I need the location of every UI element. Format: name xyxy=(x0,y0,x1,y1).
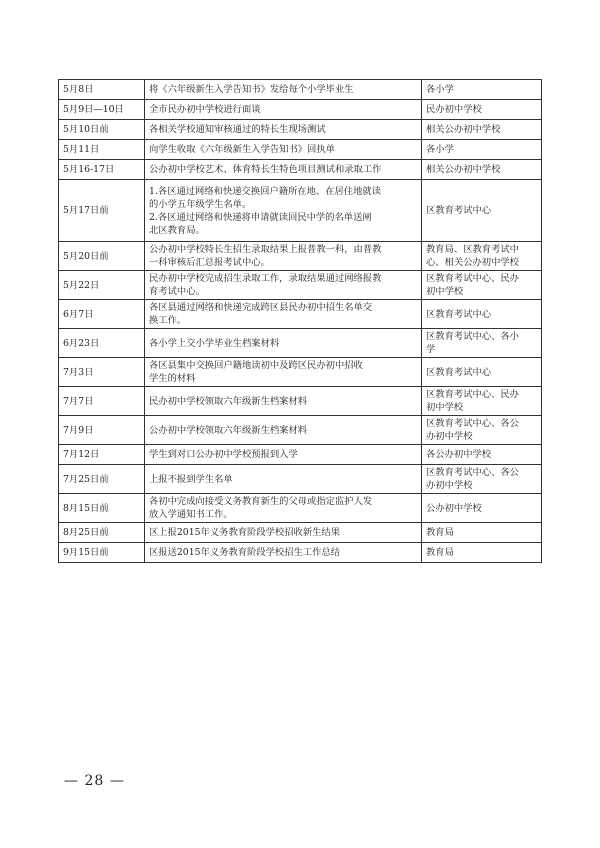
task-cell-line: 将《六年级新生入学告知书》发给每个小学毕业生 xyxy=(149,84,354,95)
owner-cell xyxy=(422,160,542,180)
owner-cell-line: 民办初中学校 xyxy=(426,104,482,115)
owner-cell-line: 学 xyxy=(426,344,436,355)
owner-cell xyxy=(422,140,542,160)
date-cell: 5月22日 xyxy=(59,271,145,300)
owner-cell xyxy=(422,120,542,140)
task-cell xyxy=(145,416,422,445)
table-row xyxy=(59,387,542,416)
task-cell xyxy=(145,543,422,563)
owner-cell xyxy=(422,271,542,300)
task-cell-line: 区上报2015年义务教育阶段学校招收新生结果 xyxy=(149,527,341,538)
task-cell xyxy=(145,140,422,160)
table-row xyxy=(59,100,542,120)
date-cell: 5月20日前 xyxy=(59,242,145,271)
owner-cell xyxy=(422,300,542,329)
owner-cell-line: 心、相关公办初中学校 xyxy=(426,257,519,268)
owner-cell xyxy=(422,494,542,523)
date-cell: 7月7日 xyxy=(59,387,145,416)
date-cell: 5月8日 xyxy=(59,80,145,100)
table-row xyxy=(59,543,542,563)
task-cell xyxy=(145,180,422,242)
owner-cell xyxy=(422,242,542,271)
owner-cell-line: 相关公办初中学校 xyxy=(426,124,501,135)
date-cell: 5月10日前 xyxy=(59,120,145,140)
task-cell-line: 换工作。 xyxy=(149,315,187,326)
task-cell-line: 各相关学校通知审核通过的特长生现场测试 xyxy=(149,124,326,135)
table-row xyxy=(59,523,542,543)
owner-cell-line: 区教育考试中心、各公 xyxy=(426,418,519,429)
task-cell-line: 各小学上交小学毕业生档案材料 xyxy=(149,337,280,349)
task-cell-line: 的小学五年级学生名单。 xyxy=(149,198,252,210)
table-row xyxy=(59,494,542,523)
table-row xyxy=(59,416,542,445)
task-cell xyxy=(145,329,422,358)
task-cell-line: 公办初中学校特长生招生录取结果上报普教一科，由普教 xyxy=(149,244,382,255)
task-cell xyxy=(145,242,422,271)
task-cell-line: 上报不报到学生名单 xyxy=(149,473,233,485)
owner-cell xyxy=(422,387,542,416)
table-row xyxy=(59,329,542,358)
task-cell xyxy=(145,358,422,387)
owner-cell xyxy=(422,180,542,242)
owner-cell-line: 区教育考试中心 xyxy=(426,366,492,378)
date-cell: 7月12日 xyxy=(59,445,145,465)
table-row xyxy=(59,465,542,494)
task-cell xyxy=(145,120,422,140)
task-cell xyxy=(145,523,422,543)
owner-cell-line: 公办初中学校 xyxy=(426,502,482,514)
page-number: — 28 — xyxy=(64,773,125,789)
owner-cell-line: 办初中学校 xyxy=(426,480,473,491)
owner-cell xyxy=(422,329,542,358)
owner-cell xyxy=(422,543,542,563)
owner-cell xyxy=(422,465,542,494)
task-cell xyxy=(145,300,422,329)
task-cell-line: 各初中完成向接受义务教育新生的父母或指定监护人发 xyxy=(149,496,373,507)
task-cell-line: 2.各区通过网络和快递将申请就读回民中学的名单送闸 xyxy=(149,211,372,223)
owner-cell-line: 各小学 xyxy=(426,144,454,155)
owner-cell-line: 各公办初中学校 xyxy=(426,449,492,460)
table-row xyxy=(59,358,542,387)
table-row xyxy=(59,160,542,180)
owner-cell xyxy=(422,80,542,100)
task-cell xyxy=(145,494,422,523)
owner-cell-line: 区教育考试中心 xyxy=(426,308,492,320)
schedule-body xyxy=(59,80,542,563)
date-cell: 5月16-17日 xyxy=(59,160,145,180)
owner-cell-line: 教育局 xyxy=(426,547,454,558)
date-cell: 8月15日前 xyxy=(59,494,145,523)
task-cell-line: 民办初中学校完成招生录取工作，录取结果通过网络报教 xyxy=(149,273,382,284)
table-row xyxy=(59,80,542,100)
owner-cell-line: 区教育考试中心、各小 xyxy=(426,331,519,342)
table-row xyxy=(59,140,542,160)
owner-cell-line: 区教育考试中心、各公 xyxy=(426,467,519,478)
owner-cell-line: 办初中学校 xyxy=(426,431,473,442)
task-cell-line: 公办初中学校领取六年级新生档案材料 xyxy=(149,424,308,436)
task-cell-line: 民办初中学校领取六年级新生档案材料 xyxy=(149,395,308,407)
table-row xyxy=(59,180,542,242)
task-cell xyxy=(145,387,422,416)
owner-cell xyxy=(422,358,542,387)
table-row xyxy=(59,300,542,329)
owner-cell xyxy=(422,523,542,543)
task-cell-line: 放入学通知书工作。 xyxy=(149,509,233,520)
date-cell: 9月15日前 xyxy=(59,543,145,563)
task-cell xyxy=(145,445,422,465)
task-cell-line: 学生的材料 xyxy=(149,373,196,384)
table-row xyxy=(59,271,542,300)
date-cell: 8月25日前 xyxy=(59,523,145,543)
table-row xyxy=(59,120,542,140)
owner-cell-line: 区教育考试中心、民办 xyxy=(426,273,519,284)
owner-cell-line: 区教育考试中心 xyxy=(426,205,492,216)
owner-cell-line: 各小学 xyxy=(426,84,454,95)
date-cell: 5月9日—10日 xyxy=(59,100,145,120)
date-cell: 7月25日前 xyxy=(59,465,145,494)
schedule-table xyxy=(58,79,542,563)
task-cell xyxy=(145,465,422,494)
task-cell-line: 1.各区通过网络和快递交换回户籍所在地、在居住地就读 xyxy=(149,185,381,197)
date-cell: 7月3日 xyxy=(59,358,145,387)
table-row xyxy=(59,445,542,465)
date-cell: 7月9日 xyxy=(59,416,145,445)
task-cell-line: 公办初中学校艺术、体育特长生特色项目测试和录取工作 xyxy=(149,164,382,175)
task-cell-line: 区报送2015年义务教育阶段学校招生工作总结 xyxy=(149,547,341,558)
task-cell-line: 各区县通过网络和快递完成跨区县民办初中招生名单交 xyxy=(149,302,373,313)
task-cell-line: 各区县集中交换回户籍地读初中及跨区民办初中招收 xyxy=(149,360,363,371)
owner-cell-line: 教育局 xyxy=(426,527,454,538)
task-cell xyxy=(145,100,422,120)
date-cell: 6月7日 xyxy=(59,300,145,329)
task-cell xyxy=(145,160,422,180)
task-cell xyxy=(145,80,422,100)
task-cell-line: 育考试中心。 xyxy=(149,286,205,297)
date-cell: 6月23日 xyxy=(59,329,145,358)
owner-cell xyxy=(422,416,542,445)
date-cell: 5月11日 xyxy=(59,140,145,160)
date-cell: 5月17日前 xyxy=(59,180,145,242)
task-cell-line: 一科审核后汇总报考试中心。 xyxy=(149,257,270,268)
owner-cell xyxy=(422,100,542,120)
task-cell xyxy=(145,271,422,300)
task-cell-line: 向学生收取《六年级新生入学告知书》回执单 xyxy=(149,144,335,155)
owner-cell-line: 相关公办初中学校 xyxy=(426,164,501,175)
owner-cell-line: 区教育考试中心、民办 xyxy=(426,389,519,400)
task-cell-line: 全市民办初中学校进行面谈 xyxy=(149,104,261,115)
owner-cell-line: 初中学校 xyxy=(426,286,464,297)
owner-cell-line: 教育局、区教育考试中 xyxy=(426,244,519,255)
task-cell-line: 北区教育局。 xyxy=(149,224,205,236)
owner-cell-line: 初中学校 xyxy=(426,402,464,413)
task-cell-line: 学生到对口公办初中学校预报到入学 xyxy=(149,449,298,460)
table-row xyxy=(59,242,542,271)
owner-cell xyxy=(422,445,542,465)
